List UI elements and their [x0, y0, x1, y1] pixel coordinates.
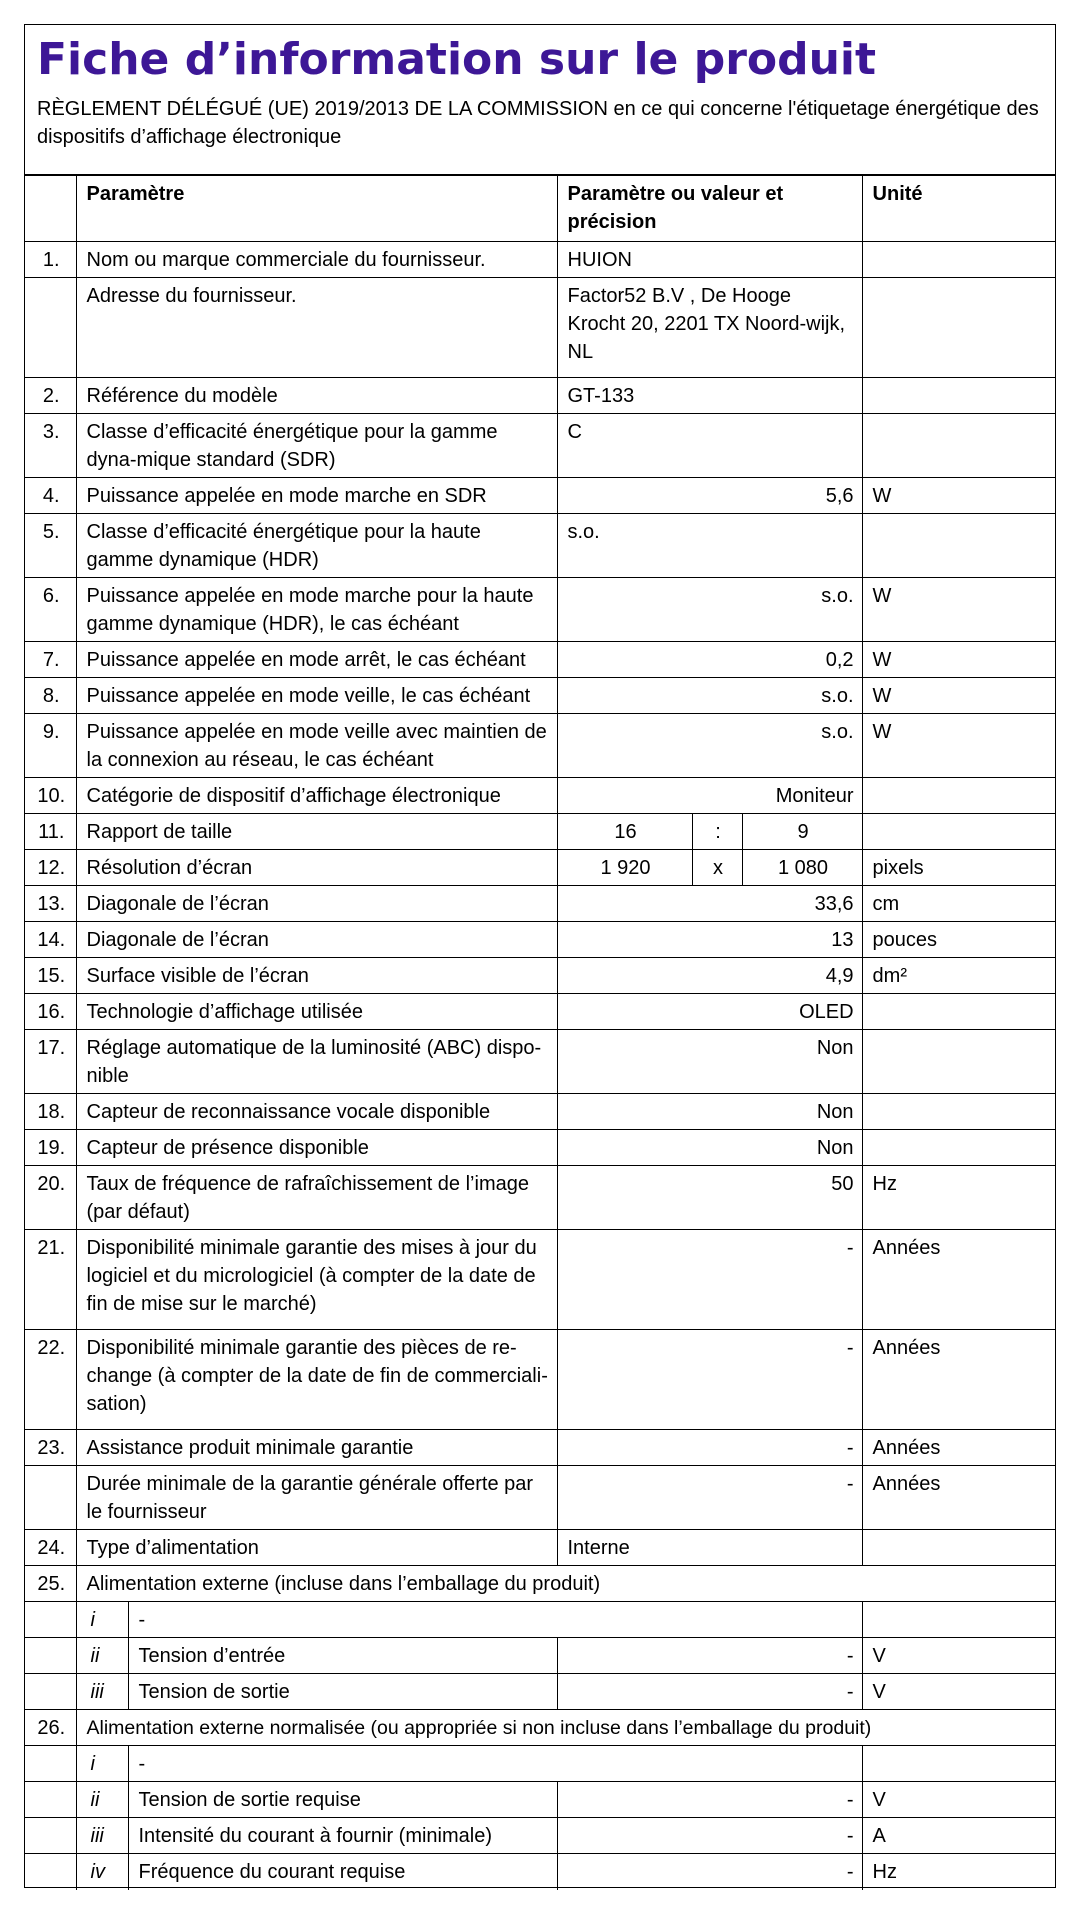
row-label: Puissance appelée en mode veille avec maintien de la connexion au réseau, le cas échéant	[76, 714, 557, 778]
table-row	[25, 478, 1055, 514]
row-unit	[862, 414, 1055, 478]
row-unit: W	[862, 642, 1055, 678]
row-label: Assistance produit minimale garantie	[76, 1430, 557, 1466]
row-number: 21.	[25, 1230, 76, 1330]
table-row	[25, 1166, 1055, 1230]
subrow-index: ii	[76, 1782, 128, 1818]
subrow-label: Tension de sortie requise	[128, 1782, 557, 1818]
row-unit	[862, 514, 1055, 578]
row-number: 2.	[25, 378, 76, 414]
row-unit: W	[862, 714, 1055, 778]
row-unit: Années	[862, 1466, 1055, 1530]
row-label: Diagonale de l’écran	[76, 922, 557, 958]
row-unit	[862, 814, 1055, 850]
row-value: 4,9	[557, 958, 862, 994]
subrow-label: -	[128, 1602, 862, 1638]
header-valeur: Paramètre ou valeur et précision	[557, 176, 862, 242]
row-unit: Hz	[862, 1854, 1055, 1890]
header-parametre: Paramètre	[76, 176, 557, 242]
row-value: -	[557, 1782, 862, 1818]
table-subrow	[25, 1818, 1055, 1854]
row-unit: W	[862, 678, 1055, 714]
row-number: 22.	[25, 1330, 76, 1430]
subrow-index: iv	[76, 1854, 128, 1890]
row-unit	[862, 278, 1055, 378]
row-label: Taux de fréquence de rafraîchissement de l’image (par défaut)	[76, 1166, 557, 1230]
row-unit	[862, 378, 1055, 414]
row-unit: A	[862, 1818, 1055, 1854]
row-label: Capteur de présence disponible	[76, 1130, 557, 1166]
row-unit	[862, 1030, 1055, 1094]
row-number: 6.	[25, 578, 76, 642]
row-label: Technologie d’affichage utilisée	[76, 994, 557, 1030]
row-value: Interne	[557, 1530, 862, 1566]
row-label: Catégorie de dispositif d’affichage électronique	[76, 778, 557, 814]
row-number: 4.	[25, 478, 76, 514]
row-unit	[862, 994, 1055, 1030]
table-row	[25, 1230, 1055, 1330]
row-number: 14.	[25, 922, 76, 958]
row-unit	[862, 1530, 1055, 1566]
row-number: 25.	[25, 1566, 76, 1602]
row-value: s.o.	[557, 714, 862, 778]
table-row	[25, 1566, 1055, 1602]
subrow-index: iii	[76, 1818, 128, 1854]
table-row	[25, 1710, 1055, 1746]
row-unit	[862, 1602, 1055, 1638]
header-unite: Unité	[862, 176, 1055, 242]
subrow-label: Tension d’entrée	[128, 1638, 557, 1674]
row-label: Classe d’efficacité énergétique pour la haute gamme dynamique (HDR)	[76, 514, 557, 578]
table-row	[25, 1430, 1055, 1466]
row-value: Moniteur	[557, 778, 862, 814]
row-number: 12.	[25, 850, 76, 886]
row-number: 17.	[25, 1030, 76, 1094]
product-parameters-table	[25, 175, 1055, 1890]
row-number: 10.	[25, 778, 76, 814]
row-unit: Années	[862, 1430, 1055, 1466]
row-value: s.o.	[557, 578, 862, 642]
row-value: -	[557, 1430, 862, 1466]
header-number-cell	[25, 176, 76, 242]
row-unit	[862, 1746, 1055, 1782]
row-value: -	[557, 1818, 862, 1854]
row-value: -	[557, 1466, 862, 1530]
ratio-height: 9	[742, 814, 862, 850]
row-number: 11.	[25, 814, 76, 850]
row-number: 23.	[25, 1430, 76, 1466]
row-number: 24.	[25, 1530, 76, 1566]
row-unit: cm	[862, 886, 1055, 922]
table-row	[25, 1030, 1055, 1094]
subrow-label: Intensité du courant à fournir (minimale)	[128, 1818, 557, 1854]
row-number	[25, 1782, 76, 1818]
row-label: Durée minimale de la garantie générale offerte par le fournisseur	[76, 1466, 557, 1530]
table-row	[25, 678, 1055, 714]
row-value: -	[557, 1230, 862, 1330]
row-value: s.o.	[557, 514, 862, 578]
resolution-width: 1 920	[557, 850, 692, 886]
table-row	[25, 278, 1055, 378]
table-row	[25, 1094, 1055, 1130]
row-unit: V	[862, 1782, 1055, 1818]
row-value: 0,2	[557, 642, 862, 678]
table-row	[25, 778, 1055, 814]
table-row	[25, 958, 1055, 994]
row-number: 13.	[25, 886, 76, 922]
row-value: -	[557, 1854, 862, 1890]
row-label: Puissance appelée en mode marche pour la haute gamme dynamique (HDR), le cas échéant	[76, 578, 557, 642]
row-value: -	[557, 1330, 862, 1430]
table-row	[25, 714, 1055, 778]
row-unit: pixels	[862, 850, 1055, 886]
row-number	[25, 1854, 76, 1890]
table-row	[25, 1466, 1055, 1530]
table-subrow	[25, 1638, 1055, 1674]
row-label: Référence du modèle	[76, 378, 557, 414]
subrow-index: i	[76, 1602, 128, 1638]
row-value: -	[557, 1638, 862, 1674]
table-header-row	[25, 176, 1055, 242]
row-label: Réglage automatique de la luminosité (ABC) dispo-nible	[76, 1030, 557, 1094]
row-value: -	[557, 1674, 862, 1710]
table-row	[25, 814, 1055, 850]
table-row	[25, 242, 1055, 278]
table-row	[25, 886, 1055, 922]
row-value: Non	[557, 1030, 862, 1094]
resolution-height: 1 080	[742, 850, 862, 886]
row-number: 3.	[25, 414, 76, 478]
row-number: 26.	[25, 1710, 76, 1746]
row-unit	[862, 1130, 1055, 1166]
product-information-sheet	[24, 24, 1056, 1888]
row-value: GT-133	[557, 378, 862, 414]
table-row	[25, 1530, 1055, 1566]
table-row	[25, 922, 1055, 958]
table-row	[25, 414, 1055, 478]
row-number: 19.	[25, 1130, 76, 1166]
row-value: Non	[557, 1130, 862, 1166]
row-unit: pouces	[862, 922, 1055, 958]
row-number: 15.	[25, 958, 76, 994]
row-unit: W	[862, 478, 1055, 514]
subrow-index: i	[76, 1746, 128, 1782]
table-subrow	[25, 1674, 1055, 1710]
row-number: 9.	[25, 714, 76, 778]
row-value: 33,6	[557, 886, 862, 922]
row-value: 5,6	[557, 478, 862, 514]
page-title: Fiche d’information sur le produit	[37, 34, 877, 85]
row-label: Puissance appelée en mode veille, le cas échéant	[76, 678, 557, 714]
resolution-separator: x	[692, 850, 742, 886]
row-label: Surface visible de l’écran	[76, 958, 557, 994]
row-value: OLED	[557, 994, 862, 1030]
row-label: Capteur de reconnaissance vocale disponible	[76, 1094, 557, 1130]
row-label: Alimentation externe normalisée (ou appropriée si non incluse dans l’emballage du produit)	[76, 1710, 1055, 1746]
table-row	[25, 1130, 1055, 1166]
row-number	[25, 1638, 76, 1674]
row-unit: V	[862, 1638, 1055, 1674]
row-value: Non	[557, 1094, 862, 1130]
row-label: Disponibilité minimale garantie des mises à jour du logiciel et du micrologiciel (à compter de la date de fin de mise sur le marché)	[76, 1230, 557, 1330]
row-number: 18.	[25, 1094, 76, 1130]
row-unit: W	[862, 578, 1055, 642]
row-number: 1.	[25, 242, 76, 278]
row-unit	[862, 1094, 1055, 1130]
row-value: C	[557, 414, 862, 478]
row-value: 50	[557, 1166, 862, 1230]
subrow-index: ii	[76, 1638, 128, 1674]
subrow-index: iii	[76, 1674, 128, 1710]
row-number	[25, 1466, 76, 1530]
row-unit: V	[862, 1674, 1055, 1710]
row-number	[25, 278, 76, 378]
row-number: 20.	[25, 1166, 76, 1230]
row-number	[25, 1746, 76, 1782]
sheet-header	[25, 25, 1055, 175]
table-subrow	[25, 1602, 1055, 1638]
row-unit: Années	[862, 1230, 1055, 1330]
ratio-width: 16	[557, 814, 692, 850]
row-unit	[862, 242, 1055, 278]
row-number: 16.	[25, 994, 76, 1030]
regulation-subtitle: RÈGLEMENT DÉLÉGUÉ (UE) 2019/2013 DE LA COMMISSION en ce qui concerne l'étiquetage énergétique des dispositifs d’affichage électronique	[37, 98, 1039, 148]
subrow-label: -	[128, 1746, 862, 1782]
row-number: 8.	[25, 678, 76, 714]
row-value: Factor52 B.V , De Hooge Krocht 20, 2201 TX Noord-wijk, NL	[557, 278, 862, 378]
table-row	[25, 642, 1055, 678]
row-unit: dm²	[862, 958, 1055, 994]
row-number: 5.	[25, 514, 76, 578]
row-number	[25, 1674, 76, 1710]
row-label: Puissance appelée en mode arrêt, le cas échéant	[76, 642, 557, 678]
row-value: s.o.	[557, 678, 862, 714]
table-subrow	[25, 1746, 1055, 1782]
row-number: 7.	[25, 642, 76, 678]
table-subrow	[25, 1854, 1055, 1890]
row-label: Résolution d’écran	[76, 850, 557, 886]
row-label: Puissance appelée en mode marche en SDR	[76, 478, 557, 514]
row-unit: Années	[862, 1330, 1055, 1430]
ratio-separator: :	[692, 814, 742, 850]
row-label: Alimentation externe (incluse dans l’emballage du produit)	[76, 1566, 1055, 1602]
row-value: HUION	[557, 242, 862, 278]
subrow-label: Tension de sortie	[128, 1674, 557, 1710]
row-unit	[862, 778, 1055, 814]
row-label: Type d’alimentation	[76, 1530, 557, 1566]
table-row	[25, 850, 1055, 886]
table-subrow	[25, 1782, 1055, 1818]
row-label: Adresse du fournisseur.	[76, 278, 557, 378]
row-label: Disponibilité minimale garantie des pièces de re-change (à compter de la date de fin de commerciali-sation)	[76, 1330, 557, 1430]
row-unit: Hz	[862, 1166, 1055, 1230]
row-label: Classe d’efficacité énergétique pour la gamme dyna-mique standard (SDR)	[76, 414, 557, 478]
table-row	[25, 514, 1055, 578]
row-value: 13	[557, 922, 862, 958]
table-row	[25, 578, 1055, 642]
table-row	[25, 378, 1055, 414]
table-row	[25, 994, 1055, 1030]
row-label: Rapport de taille	[76, 814, 557, 850]
subrow-label: Fréquence du courant requise	[128, 1854, 557, 1890]
row-number	[25, 1818, 76, 1854]
row-label: Diagonale de l’écran	[76, 886, 557, 922]
table-row	[25, 1330, 1055, 1430]
row-label: Nom ou marque commerciale du fournisseur.	[76, 242, 557, 278]
row-number	[25, 1602, 76, 1638]
